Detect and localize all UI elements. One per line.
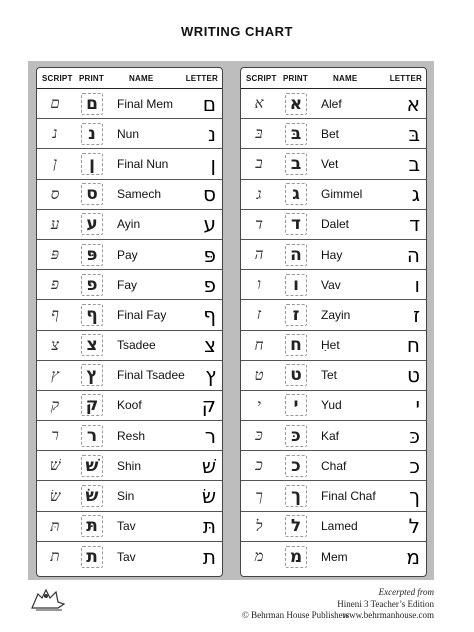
letter-name: Chaf <box>321 458 347 473</box>
script-letter: ו <box>257 275 261 294</box>
print-letter-guide: ז <box>285 304 307 326</box>
script-letter: פ <box>51 275 59 294</box>
print-letter <box>75 512 109 541</box>
credit-block <box>337 587 434 622</box>
header-print: PRINT <box>283 74 308 83</box>
script-letter: ס <box>50 184 60 203</box>
print-letter-guide: ם <box>81 93 103 115</box>
print-letter-guide: ב <box>285 153 307 175</box>
print-letter <box>279 451 313 480</box>
table-row <box>241 210 426 240</box>
print-letter-guide: נ <box>81 123 103 145</box>
print-letter-guide: בּ <box>285 123 307 145</box>
script-letter: שׁ <box>49 456 61 475</box>
table-row <box>37 270 222 300</box>
print-letter-guide: ו <box>285 274 307 296</box>
script-letter: ח <box>254 335 264 354</box>
letter-name: Final Nun <box>117 156 169 171</box>
letter-name: Alef <box>321 96 342 111</box>
print-letter-guide: שׂ <box>81 485 103 507</box>
hebrew-letter: כּ <box>409 423 420 448</box>
letter-name: Tsadee <box>117 338 156 353</box>
left-rows <box>37 89 222 572</box>
hebrew-letter: י <box>415 393 420 418</box>
hebrew-letter: ט <box>407 363 420 388</box>
letter-name: Lamed <box>321 519 358 534</box>
print-letter-guide: א <box>285 93 307 115</box>
table-row <box>241 542 426 572</box>
script-letter: כּ <box>255 426 263 445</box>
table-row <box>37 300 222 330</box>
table-row <box>241 481 426 511</box>
script-letter: ץ <box>51 365 59 384</box>
table-row <box>37 180 222 210</box>
print-letter-guide: ח <box>285 334 307 356</box>
script-letter: ך <box>255 486 263 505</box>
left-column <box>36 67 223 577</box>
table-row <box>37 542 222 572</box>
table-row <box>241 361 426 391</box>
hebrew-letter: ו <box>414 272 420 297</box>
script-letter: ם <box>50 94 60 113</box>
hebrew-letter: מ <box>406 544 420 569</box>
print-letter <box>75 149 109 178</box>
script-letter: ר <box>51 426 59 445</box>
print-letter <box>75 240 109 269</box>
credit-excerpted: Excerpted from <box>378 587 434 597</box>
letter-name: Resh <box>117 428 146 443</box>
letter-name: Samech <box>117 187 162 202</box>
letter-name: Kaf <box>321 428 340 443</box>
hebrew-letter: ז <box>413 302 420 327</box>
left-header-row <box>37 68 222 89</box>
print-letter-guide: ף <box>81 304 103 326</box>
table-row <box>37 331 222 361</box>
table-row <box>37 119 222 149</box>
print-letter <box>75 331 109 360</box>
letter-name: Ḥet <box>321 338 340 353</box>
print-letter <box>279 270 313 299</box>
print-letter <box>279 119 313 148</box>
hebrew-letter: ך <box>409 484 420 509</box>
hebrew-letter: ץ <box>205 363 216 388</box>
header-letter: LETTER <box>185 74 218 83</box>
print-letter <box>279 210 313 239</box>
hebrew-letter: ף <box>203 302 216 327</box>
header-letter: LETTER <box>389 74 422 83</box>
hebrew-letter: ב <box>408 151 420 176</box>
credit-website: www.behrmanhouse.com <box>342 610 434 620</box>
letter-name: Tav <box>117 549 136 564</box>
hebrew-letter: ל <box>408 514 420 539</box>
print-letter-guide: כ <box>285 455 307 477</box>
table-row <box>241 300 426 330</box>
print-letter-guide: צ <box>81 334 103 356</box>
table-row <box>241 119 426 149</box>
letter-name: Koof <box>117 398 142 413</box>
table-row <box>37 89 222 119</box>
hebrew-letter: פ <box>203 272 216 297</box>
script-letter: ט <box>254 365 264 384</box>
print-letter <box>279 481 313 510</box>
script-letter: ת <box>50 547 60 566</box>
print-letter <box>75 119 109 148</box>
print-letter <box>279 542 313 572</box>
letter-name: Hay <box>321 247 343 262</box>
print-letter-guide: תּ <box>81 515 103 537</box>
letter-name: Mem <box>321 549 348 564</box>
table-row <box>37 451 222 481</box>
print-letter-guide: ת <box>81 546 103 568</box>
table-row <box>241 512 426 542</box>
hebrew-letter: ע <box>203 212 216 237</box>
table-row <box>37 421 222 451</box>
hebrew-letter: ן <box>210 151 216 176</box>
right-header-row <box>241 68 426 89</box>
print-letter <box>279 391 313 420</box>
letter-name: Ayin <box>117 217 141 232</box>
print-letter <box>75 481 109 510</box>
hebrew-letter: שׁ <box>201 453 216 478</box>
page-title: WRITING CHART <box>181 24 293 39</box>
letter-name: Sin <box>117 489 135 504</box>
table-row <box>241 270 426 300</box>
chart-panel <box>28 61 434 580</box>
script-letter: שׂ <box>49 486 61 505</box>
script-letter: בּ <box>255 124 263 143</box>
print-letter <box>75 270 109 299</box>
print-letter <box>279 149 313 178</box>
right-rows <box>241 89 426 572</box>
table-row <box>37 210 222 240</box>
letter-name: Nun <box>117 126 140 141</box>
print-letter <box>279 240 313 269</box>
credit-book: Hineni 3 Teacher’s Edition <box>337 598 434 609</box>
script-letter: ג <box>256 184 262 203</box>
table-row <box>241 421 426 451</box>
letter-name: Yud <box>321 398 342 413</box>
table-row <box>241 391 426 421</box>
letter-name: Zayin <box>321 307 351 322</box>
hebrew-letter: שׂ <box>201 484 216 509</box>
letter-name: Fay <box>117 277 138 292</box>
letter-name: Final Fay <box>117 307 167 322</box>
header-script: SCRIPT <box>42 74 73 83</box>
script-letter: נ <box>52 124 58 143</box>
print-letter <box>75 421 109 450</box>
print-letter-guide: ג <box>285 183 307 205</box>
script-letter: צ <box>51 335 59 354</box>
letter-name: Tav <box>117 519 136 534</box>
script-letter: ד <box>255 214 263 233</box>
letter-name: Tet <box>321 368 338 383</box>
hebrew-letter: ג <box>411 182 420 207</box>
print-letter <box>279 300 313 329</box>
print-letter-guide: ע <box>81 213 103 235</box>
table-row <box>241 451 426 481</box>
print-letter <box>279 89 313 118</box>
print-letter-guide: כּ <box>285 425 307 447</box>
hebrew-letter: ה <box>406 242 420 267</box>
print-letter <box>75 391 109 420</box>
print-letter-guide: ך <box>285 485 307 507</box>
letter-name: Shin <box>117 458 142 473</box>
print-letter-guide: מ <box>285 546 307 568</box>
script-letter: ז <box>256 305 262 324</box>
print-letter <box>75 451 109 480</box>
print-letter-guide: שׁ <box>81 455 103 477</box>
table-row <box>241 331 426 361</box>
script-letter: ן <box>53 154 57 173</box>
script-letter: ף <box>51 305 59 324</box>
hebrew-letter: פּ <box>203 242 216 267</box>
table-row <box>241 89 426 119</box>
script-letter: ק <box>50 395 60 414</box>
letter-name: Final Chaf <box>321 489 376 504</box>
print-letter-guide: ן <box>81 153 103 175</box>
lion-logo-icon <box>28 586 68 612</box>
letter-name: Dalet <box>321 217 350 232</box>
print-letter <box>75 180 109 209</box>
hebrew-letter: ד <box>409 212 420 237</box>
header-name: NAME <box>129 74 154 83</box>
script-letter: תּ <box>50 516 60 535</box>
hebrew-letter: תּ <box>202 514 216 539</box>
print-letter <box>75 300 109 329</box>
hebrew-letter: ח <box>406 333 420 358</box>
print-letter <box>279 180 313 209</box>
hebrew-letter: כ <box>409 453 420 478</box>
print-letter <box>75 361 109 390</box>
credit-publisher: © Behrman House Publishers <box>242 610 350 620</box>
table-row <box>241 240 426 270</box>
table-row <box>37 512 222 542</box>
print-letter <box>279 361 313 390</box>
hebrew-letter: ת <box>202 544 216 569</box>
print-letter <box>279 512 313 541</box>
hebrew-letter: ס <box>203 182 216 207</box>
header-name: NAME <box>333 74 358 83</box>
script-letter: כ <box>255 456 263 475</box>
hebrew-letter: צ <box>204 333 216 358</box>
script-letter: ב <box>255 154 263 173</box>
script-letter: פּ <box>51 245 59 264</box>
letter-name: Vet <box>321 156 339 171</box>
table-row <box>37 149 222 179</box>
letter-name: Final Tsadee <box>117 368 185 383</box>
print-letter-guide: פּ <box>81 244 103 266</box>
print-letter <box>279 421 313 450</box>
table-row <box>37 361 222 391</box>
letter-name: Gimmel <box>321 187 363 202</box>
table-row <box>37 391 222 421</box>
table-row <box>37 481 222 511</box>
script-letter: א <box>254 94 264 113</box>
print-letter <box>75 542 109 572</box>
script-letter: ל <box>255 516 263 535</box>
print-letter-guide: ר <box>81 425 103 447</box>
hebrew-letter: נ <box>207 121 216 146</box>
print-letter-guide: ל <box>285 515 307 537</box>
letter-name: Vav <box>321 277 341 292</box>
script-letter: ה <box>254 245 264 264</box>
print-letter-guide: ץ <box>81 364 103 386</box>
header-script: SCRIPT <box>246 74 277 83</box>
hebrew-letter: ר <box>204 423 216 448</box>
letter-name: Bet <box>321 126 340 141</box>
print-letter <box>75 89 109 118</box>
print-letter-guide: ט <box>285 364 307 386</box>
print-letter-guide: ה <box>285 244 307 266</box>
hebrew-letter: ק <box>201 393 216 418</box>
table-row <box>241 180 426 210</box>
script-letter: י <box>257 395 261 414</box>
letter-name: Pay <box>117 247 138 262</box>
script-letter: ע <box>50 214 60 233</box>
script-letter: מ <box>254 547 264 566</box>
table-row <box>241 149 426 179</box>
print-letter-guide: פ <box>81 274 103 296</box>
print-letter-guide: ק <box>81 394 103 416</box>
hebrew-letter: א <box>406 91 420 116</box>
print-letter <box>279 331 313 360</box>
print-letter <box>75 210 109 239</box>
right-column <box>240 67 427 577</box>
hebrew-letter: ם <box>202 91 216 116</box>
table-row <box>37 240 222 270</box>
print-letter-guide: ד <box>285 213 307 235</box>
header-print: PRINT <box>79 74 104 83</box>
print-letter-guide: י <box>285 394 307 416</box>
print-letter-guide: ס <box>81 183 103 205</box>
letter-name: Final Mem <box>117 96 174 111</box>
hebrew-letter: בּ <box>408 121 420 146</box>
